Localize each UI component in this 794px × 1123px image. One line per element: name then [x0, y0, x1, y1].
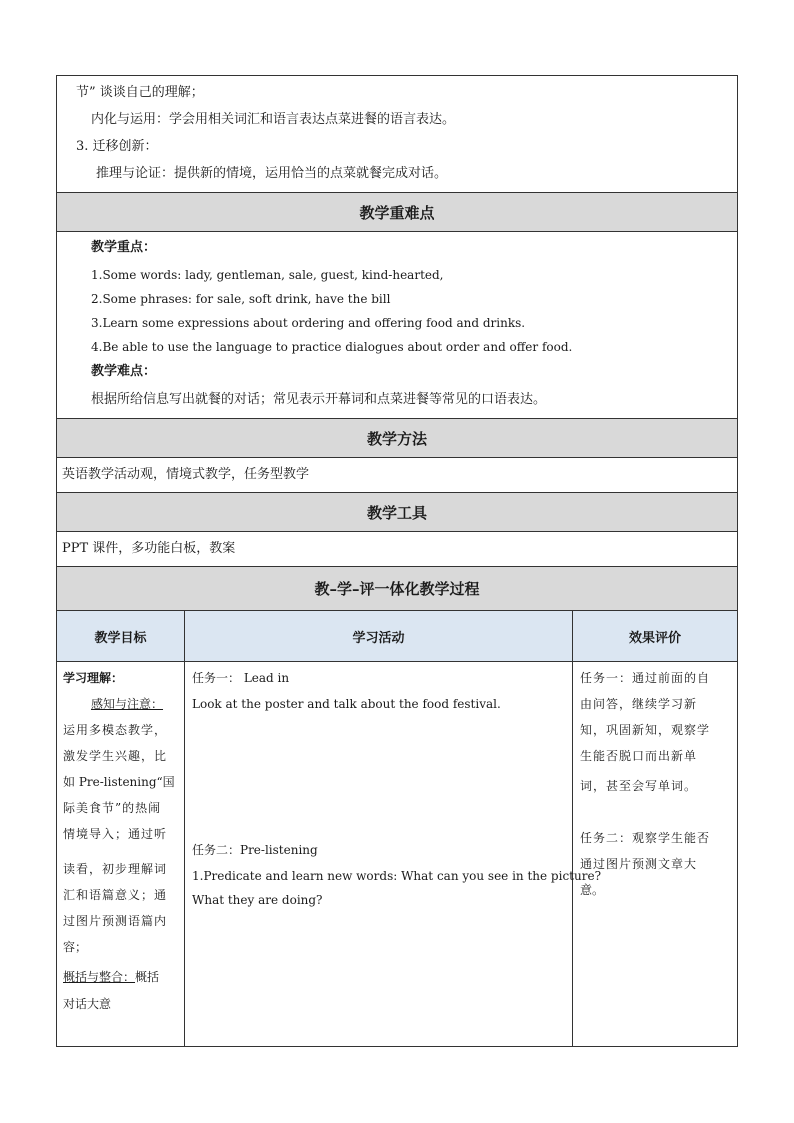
- evaluation-line: 生能否脱口而出新单: [580, 749, 698, 763]
- table-rule: [56, 661, 738, 662]
- goal-line: 如 Pre-listening“国: [63, 775, 175, 789]
- table-rule: [56, 531, 738, 532]
- goal-subheading-rest: 概括: [135, 970, 160, 984]
- task-title: 任务一： Lead in: [192, 671, 290, 685]
- difficulty-text: 根据所给信息写出就餐的对话；常见表示开幕词和点菜进餐等常见的口语表达。: [91, 392, 547, 407]
- column-divider: [572, 610, 573, 1047]
- tools-text: PPT 课件，多功能白板，教案: [62, 541, 236, 556]
- methods-text: 英语教学活动观，情境式教学，任务型教学: [62, 467, 310, 482]
- goal-subheading: 概括与整合：: [63, 970, 136, 984]
- task-text: Look at the poster and talk about the food festival.: [192, 697, 501, 711]
- focus-item: 1.Some words: lady, gentleman, sale, guest, kind-hearted,: [91, 268, 444, 282]
- goal-line: 对话大意: [63, 997, 112, 1011]
- table-rule: [56, 231, 738, 232]
- goal-line: 容；: [63, 940, 88, 954]
- evaluation-line: 词，甚至会写单词。: [580, 779, 698, 793]
- goal-line: 汇和语篇意义；通: [63, 888, 168, 902]
- task-text: 1.Predicate and learn new words: What can you see in the picture?: [192, 869, 601, 883]
- key-points-heading: 教学重难点: [57, 193, 737, 231]
- column-header-activities: 学习活动: [185, 611, 572, 661]
- goal-line: [63, 968, 159, 986]
- objective-line: 内化与运用：学会用相关词汇和语言表达点菜进餐的语言表达。: [91, 112, 456, 127]
- column-divider: [184, 610, 185, 1047]
- tools-heading: 教学工具: [57, 493, 737, 531]
- evaluation-line: 任务二：观察学生能否: [580, 831, 711, 845]
- table-rule: [56, 457, 738, 458]
- focus-item: 2.Some phrases: for sale, soft drink, have the bill: [91, 292, 391, 306]
- objective-line: 节” 谈谈自己的理解；: [76, 85, 204, 100]
- evaluation-line: 由问答，继续学习新: [580, 697, 698, 711]
- goal-title: 学习理解：: [63, 671, 124, 685]
- evaluation-line: 任务一：通过前面的自: [580, 671, 711, 685]
- evaluation-line: 意。: [580, 883, 605, 897]
- methods-heading: 教学方法: [57, 419, 737, 457]
- column-header-goals: 教学目标: [57, 611, 184, 661]
- goal-line: 激发学生兴趣，比: [63, 749, 168, 763]
- goal-line: 读看，初步理解词: [63, 862, 168, 876]
- focus-item: 4.Be able to use the language to practice dialogues about order and offer food.: [91, 340, 573, 354]
- goal-line: 过图片预测语篇内: [63, 914, 168, 928]
- column-header-evaluation: 效果评价: [573, 611, 737, 661]
- goal-line: 运用多模态教学，: [63, 723, 168, 737]
- focus-item: 3.Learn some expressions about ordering and offering food and drinks.: [91, 316, 526, 330]
- focus-label: 教学重点：: [91, 240, 157, 255]
- objective-line: 3. 迁移创新：: [76, 139, 158, 154]
- task-text: What they are doing?: [192, 893, 323, 907]
- difficulty-label: 教学难点：: [91, 364, 157, 379]
- objective-line: 推理与论证：提供新的情境，运用恰当的点菜就餐完成对话。: [96, 166, 448, 181]
- evaluation-line: 通过图片预测文章大: [580, 857, 698, 871]
- goal-line: 际美食节”的热闹: [63, 801, 162, 815]
- goal-line: 情境导入；通过听: [63, 827, 168, 841]
- goal-subheading: 感知与注意：: [91, 697, 164, 711]
- task-title: 任务二：Pre-listening: [192, 843, 318, 857]
- process-heading: 教–学–评一体化教学过程: [57, 567, 737, 610]
- evaluation-line: 知，巩固新知，观察学: [580, 723, 711, 737]
